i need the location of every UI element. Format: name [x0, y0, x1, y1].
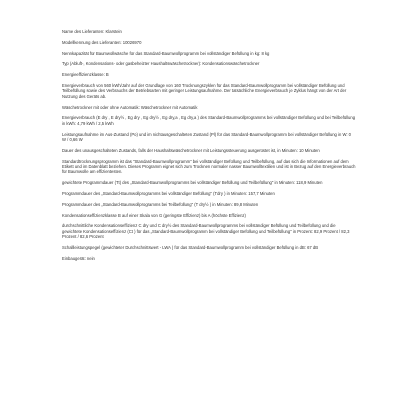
dryer-type: Typ (Abluft-, Kondensations- oder gasbeheizter Haushaltswäschetrockner): Kondensationswäschetrockner: [62, 61, 260, 67]
programme-time-partial-load: Programmdauer des „Standard-Baumwollprogramms bei Teilbefüllung" (T dry½ ) in Minuten: 89,8 Minuten: [62, 201, 259, 207]
programme-time-full-load: Programmdauer des „Standard-Baumwollprogramms bei vollständiger Befüllung" (Tdry ) in Minuten: 157,7 Minuten: [62, 191, 275, 196]
energy-consumption-per-cycle: Energieverbrauch (E dry , E dry½ , Eg dry , Eg dry½ , Eg dry,a , Eg dry,a ) des Standard-Baumwollprogramms bei vollständiger Befüllung und bei Teilbefüllung in kWh: 4,79 kWh / 2,5 kWh: [62, 115, 356, 126]
power-consumption-off-left-on: Leistungsaufnahme im Aus-Zustand (Po) und im nichtausgeschalteten Zustand (Pl) für das Standard-Baumwollprogramm bei vollständiger Befüllung in W: 0 W / 0,66 W: [62, 131, 352, 142]
built-in-appliance: Einbaugerät: nein: [62, 255, 95, 261]
rated-capacity: Nennkapazität für Baumwollwäsche für das Standard-Baumwollprogramm bei vollständiger Befüllung in kg: 8 kg: [62, 50, 270, 56]
average-condensation-efficiency: durchschnittliche Kondensationseffizienz C dry und C dry½ des Standard-Baumwollprogramms bei vollständiger Befüllung und Teilbefüllung und die gewichtete Kondensationseffizienz (Ct ) für das „Standard-Baumwollprogramm bei vollständiger Befüllung und Teilbefüllung" in Prozent: 82,9 Prozent / 82,3 Prozent / 82,6 Prozent: [62, 223, 350, 240]
supplier-name: Name des Lieferanten: Klarstein: [62, 29, 122, 34]
left-on-mode-duration: Dauer des unausgeschalteten Zustands, falls der Haushaltswäschetrockner mit Leistungssteuerung ausgerüstet ist, in Minuten: 10 Minuten: [62, 147, 320, 153]
standard-programme-description: Standardtrocknungsprogramm ist das "Standard-Baumwollprogramm" bei vollständiger Befüllung und Teilbefüllung, auf das sich die Informationen auf dem Etikett und im Datenblatt beziehen. Dieses Programm eignet sich zum Trocknen normaler nasser Baumwolltextilien und ist in Bezug auf den Energieverbrauch für Baumwolle am effizientesten.: [62, 158, 356, 175]
energy-efficiency-class: Energieeffizienzklasse: B: [62, 72, 109, 78]
condensation-efficiency-class: Kondensationseffizienzklasse B auf einer Skala von G (geringste Effizienz) bis A (höchste Effizienz): [62, 212, 246, 218]
model-identifier: Modellkennung des Lieferanten: 10026970: [62, 39, 142, 45]
annual-energy-consumption: Energieverbrauch von 560 kWh/Jahr auf der Grundlage von 160 Trocknungszyklen für das Standard-Baumwollprogramm bei vollständiger Befüllung und Teilbefüllung sowie des Verbrauchs der Betriebsarten mit geringer Leistungsaufnahme. Der tatsächliche Energieverbrauch je Zyklus hängt von der Art der Nutzung des Geräts ab.: [62, 82, 347, 99]
automatic-type: Wäschetrockner mit oder ohne Automatik: Wäschetrockner mit Automatik: [62, 104, 198, 110]
sound-power-level: Schallleistungspegel (gewichteter Durchschnittswert - LWA ) für das Standard-Baumwollprogramm bei vollständiger Befüllung in dB: 67 dB: [62, 245, 319, 250]
weighted-programme-time: gewichtete Programmdauer (Tt) des „Standard-Baumwollprogramms bei vollständiger Befüllung und Teilbefüllung" in Minuten: 118,9 Minuten: [62, 180, 323, 186]
